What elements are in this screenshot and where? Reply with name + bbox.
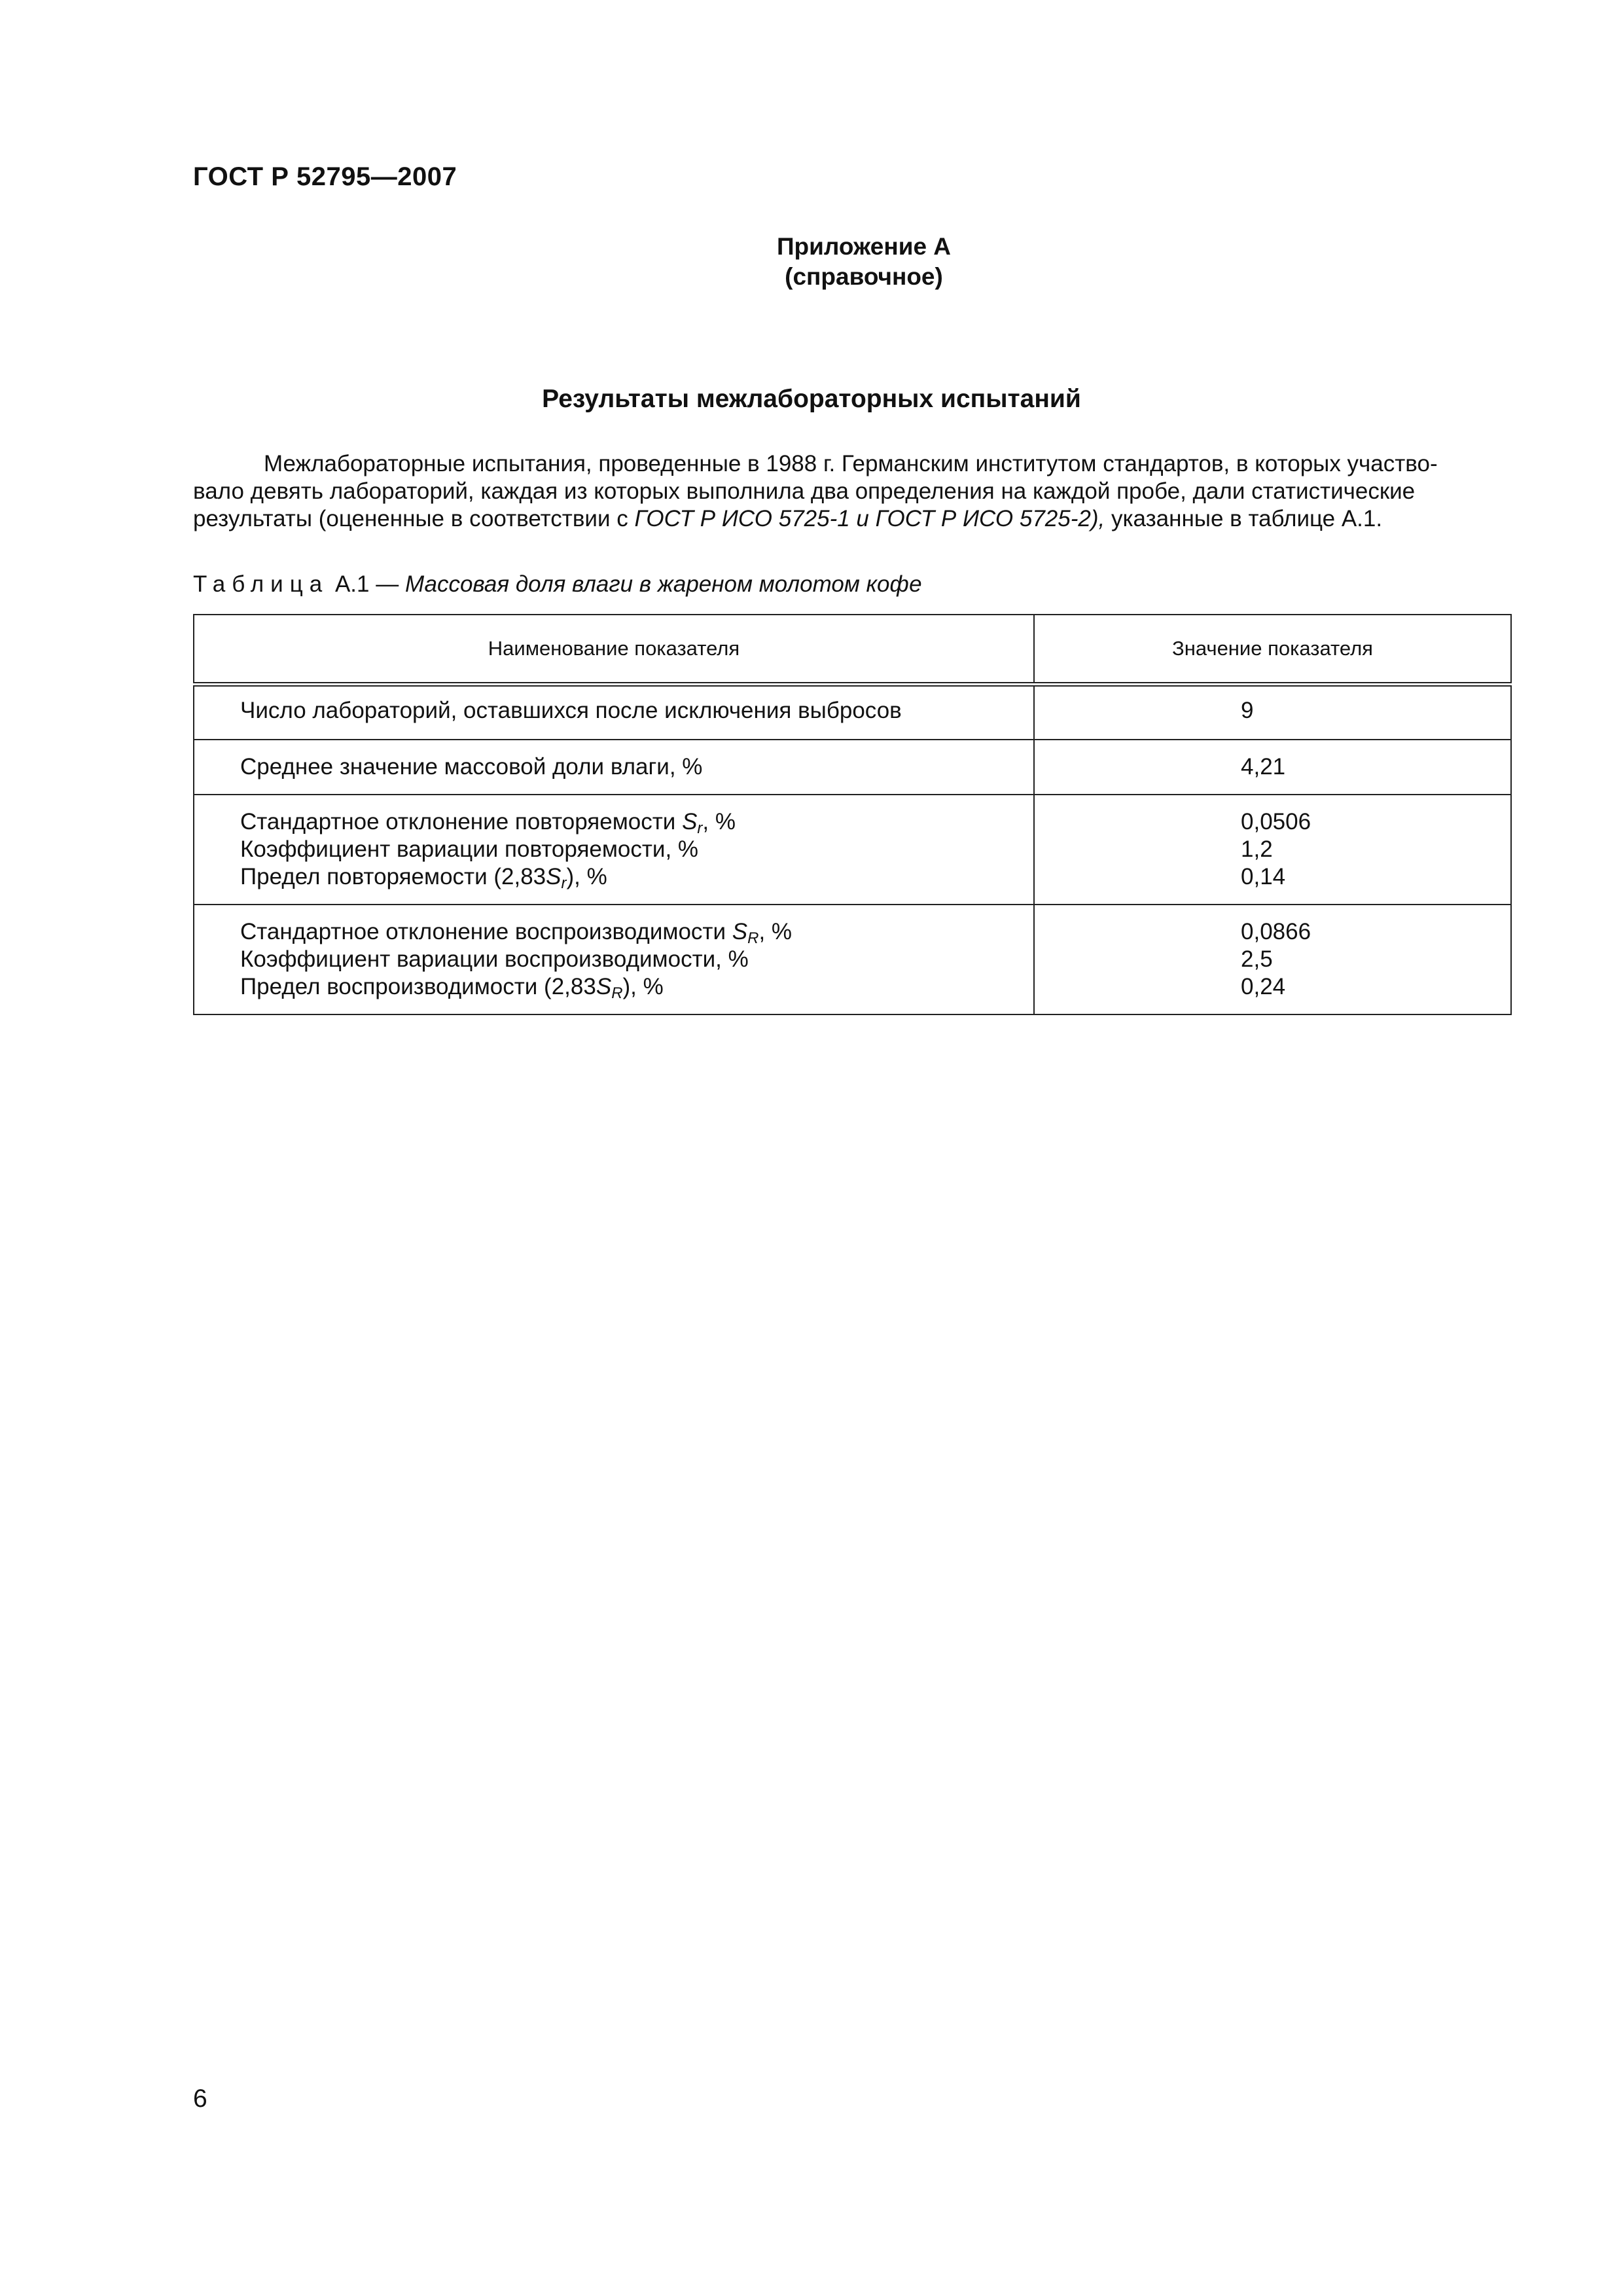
intro-paragraph <box>193 450 1512 533</box>
table-row <box>194 795 1511 905</box>
value-cell <box>1034 905 1511 1014</box>
subscript-r: R <box>747 929 759 947</box>
page-number: 6 <box>193 2085 207 2113</box>
table-caption-number: А.1 — <box>329 571 405 597</box>
table-caption-title: Массовая доля влаги в жареном молотом кофе <box>404 571 922 597</box>
table-caption <box>193 571 922 598</box>
indicator-repeatability-limit <box>240 863 1033 891</box>
paragraph-line-1: Межлабораторные испытания, проведенные в 1988 г. Германским институтом стандартов, в которых участво- <box>264 451 1438 476</box>
standard-references: ГОСТ Р ИСО 5725-1 и ГОСТ Р ИСО 5725-2), <box>634 506 1105 531</box>
indicator-cell <box>194 795 1034 905</box>
annex-status: (справочное) <box>785 263 943 290</box>
column-header-value: Значение показателя <box>1034 615 1511 685</box>
paragraph-line-2: вало девять лабораторий, каждая из которых выполнила два определения на каждой пробе, дали статистические <box>193 478 1416 504</box>
value-reproducibility-limit: 0,24 <box>1241 974 1286 999</box>
value-repeatability-limit: 0,14 <box>1241 864 1286 889</box>
symbol-s: S <box>546 864 562 889</box>
text: Стандартное отклонение повторяемости <box>240 809 683 834</box>
indicator-labs-count: Число лабораторий, оставшихся после исключения выбросов <box>240 698 902 723</box>
indicator-cell <box>194 905 1034 1014</box>
value-reproducibility-cv: 2,5 <box>1241 946 1273 972</box>
value-cell <box>1034 795 1511 905</box>
text: Предел воспроизводимости (2,83 <box>240 974 596 999</box>
value-labs-count: 9 <box>1241 698 1254 723</box>
value-reproducibility-sd: 0,0866 <box>1241 919 1311 944</box>
table-row <box>194 740 1511 795</box>
symbol-s: S <box>596 974 612 999</box>
section-title: Результаты межлабораторных испытаний <box>542 385 1081 413</box>
paragraph-line-3 <box>193 505 1512 533</box>
text: Стандартное отклонение воспроизводимости <box>240 919 732 944</box>
text: , % <box>758 919 793 944</box>
indicator-reproducibility-sd <box>240 918 1033 946</box>
text: , % <box>702 809 736 834</box>
table-header-row <box>194 615 1511 685</box>
symbol-s: S <box>732 919 748 944</box>
table-row <box>194 685 1511 740</box>
indicator-mean-moisture: Среднее значение массовой доли влаги, % <box>240 754 703 780</box>
value-repeatability-sd: 0,0506 <box>1241 809 1311 834</box>
text: Предел повторяемости (2,83 <box>240 864 546 889</box>
standard-designation: ГОСТ Р 52795—2007 <box>193 162 457 191</box>
table-row <box>194 905 1511 1014</box>
symbol-s: S <box>682 809 698 834</box>
paragraph-line-3-start: результаты (оцененные в соответствии с <box>193 506 635 531</box>
indicator-reproducibility-limit <box>240 973 1033 1001</box>
text: ), % <box>622 974 664 999</box>
paragraph-line-3-end: указанные в таблице А.1. <box>1105 506 1383 531</box>
results-table <box>193 614 1512 1015</box>
text: ), % <box>566 864 607 889</box>
indicator-cell <box>194 740 1034 795</box>
subscript-r: r <box>561 874 567 892</box>
value-mean-moisture: 4,21 <box>1241 754 1286 780</box>
value-repeatability-cv: 1,2 <box>1241 836 1273 862</box>
indicator-repeatability-cv: Коэффициент вариации повторяемости, % <box>240 836 699 862</box>
table-caption-label: Таблица <box>193 571 329 597</box>
subscript-r: r <box>697 819 703 837</box>
value-cell <box>1034 740 1511 795</box>
indicator-reproducibility-cv: Коэффициент вариации воспроизводимости, % <box>240 946 749 972</box>
indicator-cell <box>194 685 1034 740</box>
subscript-r: R <box>611 984 623 1002</box>
column-header-indicator: Наименование показателя <box>194 615 1034 685</box>
value-cell <box>1034 685 1511 740</box>
annex-label: Приложение А <box>776 233 952 260</box>
indicator-repeatability-sd <box>240 808 1033 836</box>
